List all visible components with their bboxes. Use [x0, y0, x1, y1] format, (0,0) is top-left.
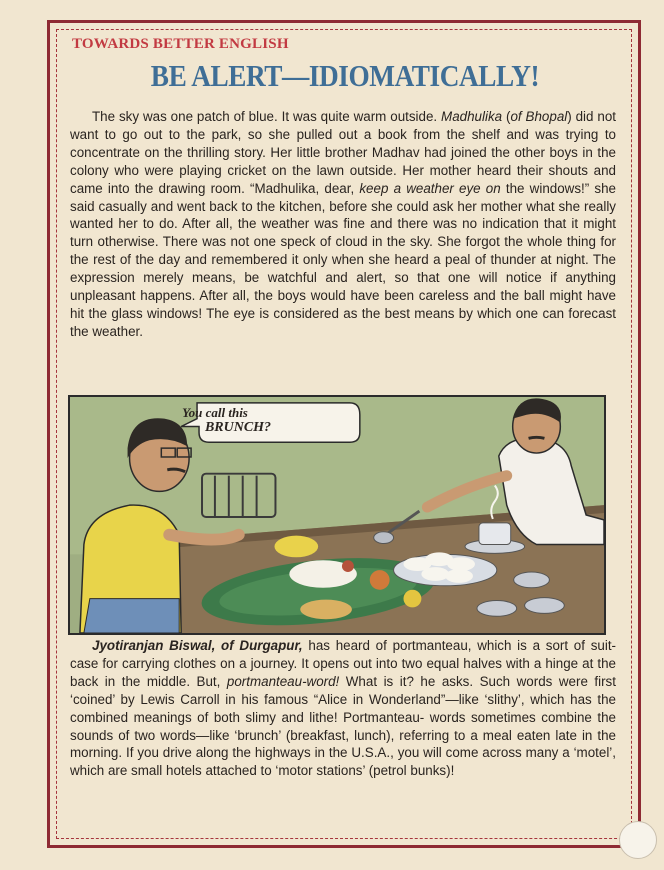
watermark-seal-icon: [619, 821, 657, 859]
bubble-line-2: BRUNCH?: [204, 420, 272, 435]
article-title: BE ALERT—IDIOMATICALLY!: [150, 58, 540, 93]
paragraph-weather-eye: The sky was one patch of blue. It was quite warm outside. Madhulika (of Bhopal) did not want to go out to the park, so she pulled out a book from the shelf and was trying to concentrate on the thrilling story. Her little brother Madhav had joined the other boys in the colony who were playing cricket on the lawn outside. Her mother heard their shouts and came into the drawing room. “Madhulika, dear, keep a weather eye on the windows!” she said casually and went back to the kitchen, before she could ask her mother what she really wanted her to do. After all, the weather was fine and there was no indication that it might turn otherwise. There was not one speck of cloud in the sky. She forgot the whole thing for the rest of the day and remembered it only when she heard a peal of thunder at night. The expression merely means, be watchful and alert, so that one will notice if anything unpleasant happens. After all, the boys would have been careless and the ball might have hit the glass windows! The eye is considered as the best means by which one can forecast the weather.: [70, 109, 617, 339]
paragraph-portmanteau: Jyotiranjan Biswal, of Durgapur, has heard of portmanteau, which is a sort of suit-case for carrying clothes on a journey. It opens out into two equal halves with a hinge at the back in the middle. But, portmanteau-word! What is it? he asks. Such words were first ‘coined’ by Lewis Carroll in his famous “Alice in Wonderland”—like ‘slithy’, which has the combined meanings of both slimy and lithe! Portmanteau- words sometimes combine the sounds of two words—like ‘brunch’ (breakfast, lunch), referring to a meal eaten late in the morning. If you drive along the highways in the U.S.A., you will come across many a ‘motel’, which are small hotels attached to ‘motor stations’ (petrol bunks)!: [70, 638, 616, 779]
bubble-line-1: You call this: [182, 405, 248, 420]
section-kicker: TOWARDS BETTER ENGLISH: [72, 36, 289, 52]
speech-bubble-text: [140, 405, 300, 436]
